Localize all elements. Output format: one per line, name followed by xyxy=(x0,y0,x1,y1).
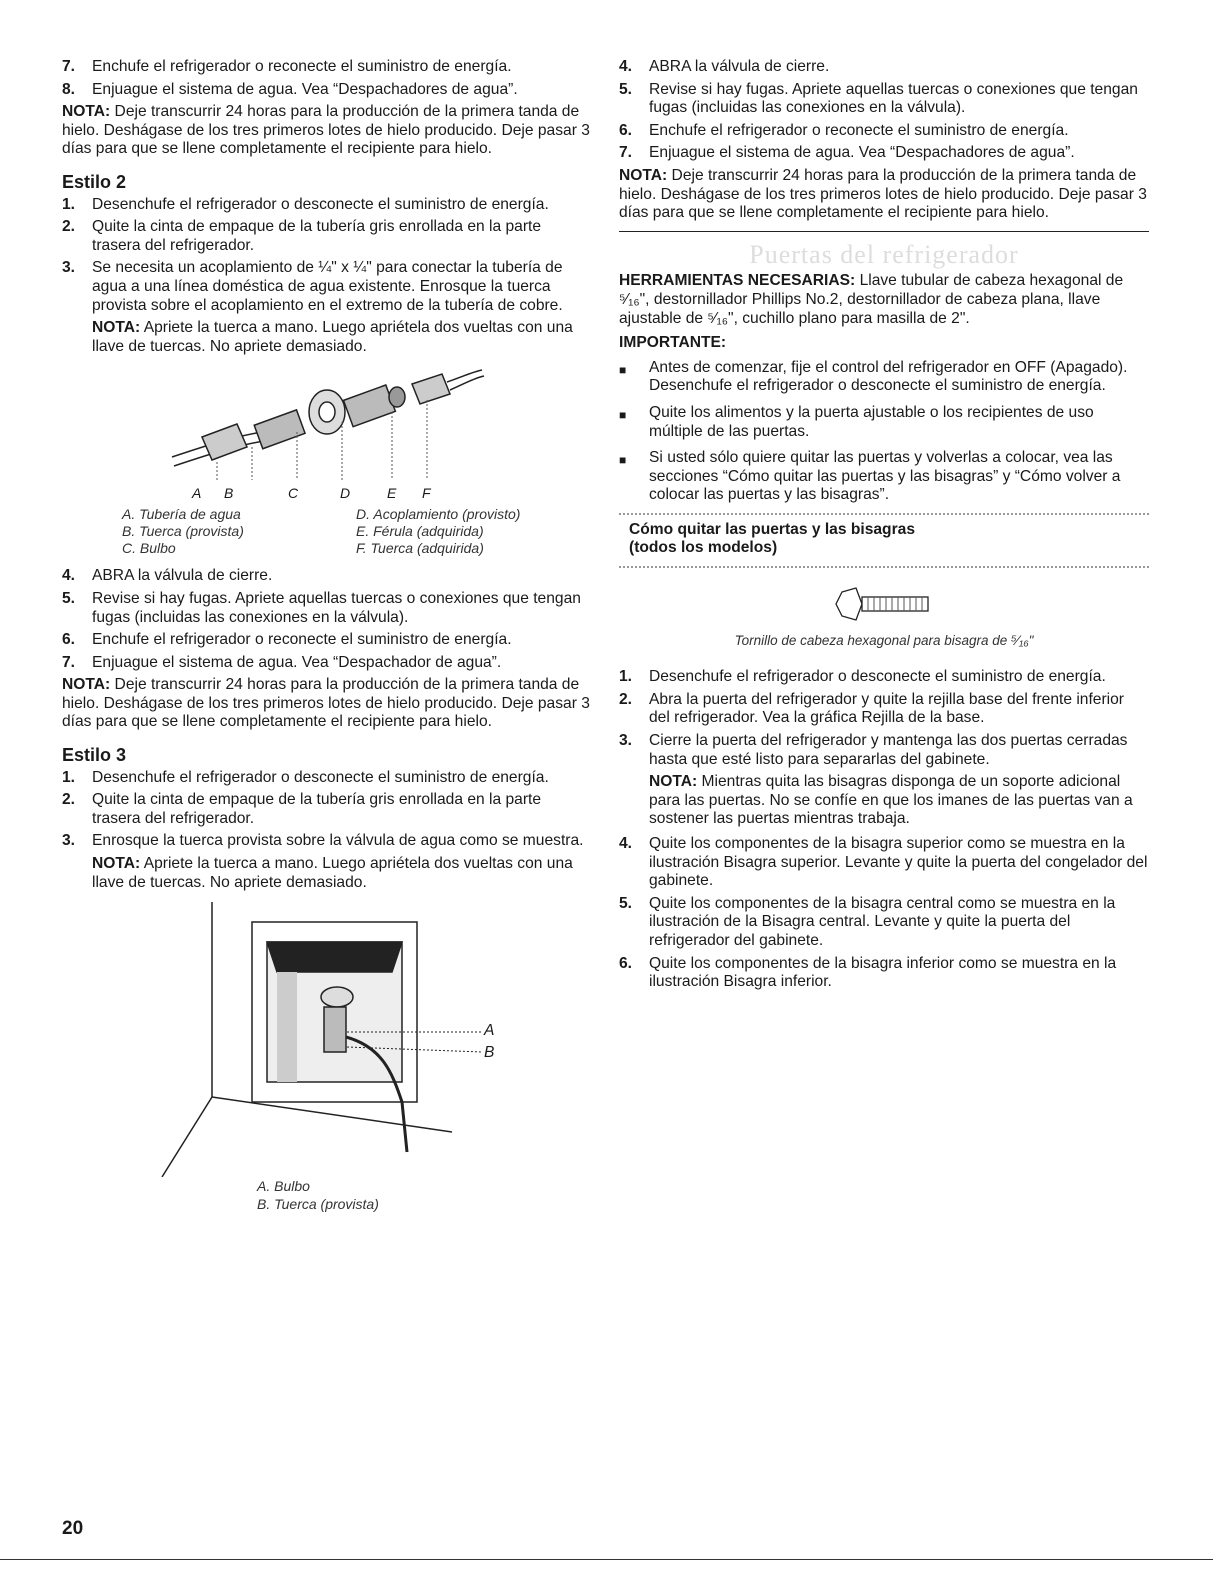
note-label: NOTA: xyxy=(92,319,141,337)
section-title: Puertas del refrigerador xyxy=(749,239,1019,269)
valve-diagram xyxy=(62,902,590,1177)
step-text: Desenchufe el refrigerador o desconecte el suministro de energía. xyxy=(92,195,549,213)
step-number: 3. xyxy=(62,832,76,850)
fitting-diagram xyxy=(62,362,590,484)
step-number: 7. xyxy=(62,653,76,671)
step xyxy=(62,791,590,828)
step xyxy=(62,832,590,851)
step xyxy=(62,81,590,100)
step-number: 4. xyxy=(619,58,633,75)
square-bullet-icon: ■ xyxy=(619,453,627,468)
step-text: Enjuague el sistema de agua. Vea “Despachador de agua”. xyxy=(92,653,502,671)
bullet-item xyxy=(619,404,1149,441)
step xyxy=(62,196,590,215)
step-text: Enrosque la tuerca provista sobre la válvula de agua como se muestra. xyxy=(92,832,584,850)
step-text: Revise si hay fugas. Apriete aquellas tuercas o conexiones que tengan fugas (incluidas las conexiones en la válvula). xyxy=(92,589,581,626)
note xyxy=(92,319,590,356)
step-text: Quite la cinta de empaque de la tubería gris enrollada en la parte trasera del refrigerador. xyxy=(92,791,542,827)
note xyxy=(649,773,1149,829)
step xyxy=(619,58,1149,77)
step-number: 4. xyxy=(619,835,633,852)
step-text: Enchufe el refrigerador o reconecte el suministro de energía. xyxy=(92,58,512,75)
note-text: Apriete la tuerca a mano. Luego apriétela dos vueltas con una llave de tuercas. No apriete demasiado. xyxy=(92,319,573,355)
note-label: NOTA: xyxy=(62,676,111,694)
caption: A. Tubería de agua xyxy=(122,506,241,523)
caption: D. Acoplamiento (provisto) xyxy=(356,506,521,523)
fitting-captions xyxy=(122,506,590,557)
step xyxy=(619,955,1149,992)
caption: E. Férula (adquirida) xyxy=(356,523,484,540)
label-c: C xyxy=(288,485,299,502)
step xyxy=(619,668,1149,687)
step-text: Revise si hay fugas. Apriete aquellas tuercas o conexiones que tengan fugas (incluidas las conexiones en la válvula). xyxy=(649,80,1138,117)
section-divider xyxy=(619,231,1149,232)
tools-label: HERRAMIENTAS NECESARIAS: xyxy=(619,272,856,290)
step xyxy=(619,144,1149,163)
note-label: NOTA: xyxy=(649,773,698,791)
step-number: 3. xyxy=(619,732,633,750)
square-bullet-icon: ■ xyxy=(619,362,627,377)
caption: B. Tuerca (provista) xyxy=(122,523,244,540)
right-column xyxy=(619,58,1149,996)
label-f: F xyxy=(422,485,431,502)
page-bottom-rule xyxy=(0,1559,1213,1560)
step-number: 6. xyxy=(62,631,76,649)
step-text: Cierre la puerta del refrigerador y mantenga las dos puertas cerradas hasta que esté listo para separarlas del gabinete. xyxy=(649,732,1128,768)
step-text: Enchufe el refrigerador o reconecte el suministro de energía. xyxy=(92,631,512,649)
step-number: 1. xyxy=(62,768,76,786)
step xyxy=(62,631,590,650)
label-b: B xyxy=(484,1044,495,1062)
important-heading: IMPORTANTE: xyxy=(619,334,727,352)
label-d: D xyxy=(340,485,351,502)
step-text: ABRA la válvula de cierre. xyxy=(92,567,273,585)
subsection-divider xyxy=(619,566,1149,568)
note-label: NOTA: xyxy=(62,103,111,121)
step xyxy=(62,58,590,77)
step xyxy=(619,895,1149,951)
step-number: 1. xyxy=(62,195,76,213)
caption: C. Bulbo xyxy=(122,540,176,557)
tools-needed xyxy=(619,272,1149,328)
note xyxy=(62,676,590,732)
fitting-illustration xyxy=(62,362,590,484)
step-text: Se necesita un acoplamiento de ¼" x ¼" para conectar la tubería de agua a una línea doméstica de agua existente. Enrosque la tuerca provista sobre el acoplamiento en el extremo de la tubería de cobre. xyxy=(92,259,563,314)
step-number: 7. xyxy=(62,58,76,75)
bullet-item xyxy=(619,359,1149,396)
valve-illustration xyxy=(62,902,590,1177)
note xyxy=(62,103,590,159)
subsection-heading-line: (todos los modelos) xyxy=(629,539,778,557)
step xyxy=(62,259,590,315)
step-text: Enjuague el sistema de agua. Vea “Despachadores de agua”. xyxy=(649,144,1075,162)
step xyxy=(62,654,590,673)
screw-caption: Tornillo de cabeza hexagonal para bisagra de ⁵⁄₁₆" xyxy=(734,632,1034,648)
bullet-text: Si usted sólo quiere quitar las puertas y volverlas a colocar, vea las secciones “Cómo quitar las puertas y las bisagras” y “Cómo volver a colocar las puertas y las bisagras”. xyxy=(649,449,1121,504)
step-text: ABRA la válvula de cierre. xyxy=(649,58,830,75)
step-number: 6. xyxy=(619,121,633,139)
step-text: Abra la puerta del refrigerador y quite la rejilla base del frente inferior del refrigerador. Vea la gráfica Rejilla de la base. xyxy=(649,690,1125,727)
step xyxy=(62,590,590,627)
step-text: Quite la cinta de empaque de la tubería gris enrollada en la parte trasera del refrigerador. xyxy=(92,218,542,254)
note xyxy=(92,855,590,892)
step xyxy=(619,122,1149,141)
label-a: A xyxy=(192,485,202,502)
label-a: A xyxy=(484,1022,495,1040)
step-number: 8. xyxy=(62,80,76,98)
caption: A. Bulbo xyxy=(257,1178,310,1195)
note xyxy=(619,167,1149,223)
hex-screw-icon xyxy=(834,586,934,622)
step-number: 2. xyxy=(62,791,76,809)
caption: B. Tuerca (provista) xyxy=(257,1196,379,1213)
step xyxy=(62,567,590,586)
subsection-heading xyxy=(629,521,1149,558)
step-number: 6. xyxy=(619,954,633,972)
caption: F. Tuerca (adquirida) xyxy=(356,540,484,557)
note-text: Apriete la tuerca a mano. Luego apriétela dos vueltas con una llave de tuercas. No apriete demasiado. xyxy=(92,855,573,891)
step-text: Enjuague el sistema de agua. Vea “Despachadores de agua”. xyxy=(92,80,518,98)
step xyxy=(619,691,1149,728)
subsection-divider xyxy=(619,513,1149,515)
step-number: 3. xyxy=(62,259,76,277)
note-label: NOTA: xyxy=(92,855,141,873)
step-number: 4. xyxy=(62,567,76,585)
note-text: Deje transcurrir 24 horas para la producción de la primera tanda de hielo. Deshágase de los tres primeros lotes de hielo producido. Deje pasar 3 días para que se llene completamente el recipiente para hielo. xyxy=(62,103,590,158)
left-column xyxy=(62,58,590,1213)
step-number: 1. xyxy=(619,668,633,686)
step-text: Enchufe el refrigerador o reconecte el suministro de energía. xyxy=(649,121,1069,139)
heading-estilo-3: Estilo 3 xyxy=(62,745,127,766)
step xyxy=(619,732,1149,769)
heading-estilo-2: Estilo 2 xyxy=(62,171,127,192)
step-text: Quite los componentes de la bisagra inferior como se muestra en la ilustración Bisagra inferior. xyxy=(649,954,1117,991)
label-e: E xyxy=(387,485,397,502)
step xyxy=(619,835,1149,891)
step-number: 7. xyxy=(619,144,633,162)
step-number: 5. xyxy=(62,589,76,607)
fitting-letters xyxy=(62,484,590,502)
bullet-text: Quite los alimentos y la puerta ajustable o los recipientes de uso múltiple de las puertas. xyxy=(649,403,1094,440)
step-text: Quite los componentes de la bisagra central como se muestra en la ilustración de la Bisagra central. Levante y quite la puerta del refrigerador del gabinete. xyxy=(649,894,1116,949)
note-text: Deje transcurrir 24 horas para la producción de la primera tanda de hielo. Deshágase de los tres primeros lotes de hielo producido. Deje pasar 3 días para que se llene completamente el recipiente para hielo. xyxy=(62,676,590,731)
step-text: Quite los componentes de la bisagra superior como se muestra en la ilustración Bisagra superior. Levante y quite la puerta del congelador del gabinete. xyxy=(649,835,1148,890)
tools-text: Llave tubular de cabeza hexagonal de ⁵⁄₁₆", destornillador Phillips No.2, destornillador de cabeza plana, llave ajustable de ⁵⁄₁₆", cuchillo plano para masilla de 2". xyxy=(619,272,1124,327)
step-number: 2. xyxy=(62,218,76,236)
step xyxy=(62,769,590,788)
step-text: Desenchufe el refrigerador o desconecte el suministro de energía. xyxy=(649,668,1106,686)
subsection-heading-line: Cómo quitar las puertas y las bisagras xyxy=(629,520,915,538)
note-text: Deje transcurrir 24 horas para la producción de la primera tanda de hielo. Deshágase de los tres primeros lotes de hielo producido. Deje pasar 3 días para que se llene completamente el recipiente para hielo. xyxy=(619,166,1147,222)
step xyxy=(62,218,590,255)
note-text: Mientras quita las bisagras disponga de un soporte adicional para las puertas. No se confíe en que los imanes de las puertas van a sostener las puertas mientras trabaja. xyxy=(649,773,1133,828)
step-text: Desenchufe el refrigerador o desconecte el suministro de energía. xyxy=(92,768,549,786)
square-bullet-icon: ■ xyxy=(619,407,627,422)
step-number: 5. xyxy=(619,80,633,98)
valve-captions xyxy=(257,1177,590,1213)
bullet-text: Antes de comenzar, fije el control del refrigerador en OFF (Apagado). Desenchufe el refrigerador o desconecte el suministro de energía. xyxy=(649,358,1128,395)
screw-figure xyxy=(619,586,1149,628)
step-number: 5. xyxy=(619,894,633,912)
step xyxy=(619,81,1149,118)
bullet-item xyxy=(619,449,1149,505)
step-number: 2. xyxy=(619,690,633,708)
page-number: 20 xyxy=(62,1518,84,1539)
note-label: NOTA: xyxy=(619,166,668,184)
label-b: B xyxy=(224,485,234,502)
